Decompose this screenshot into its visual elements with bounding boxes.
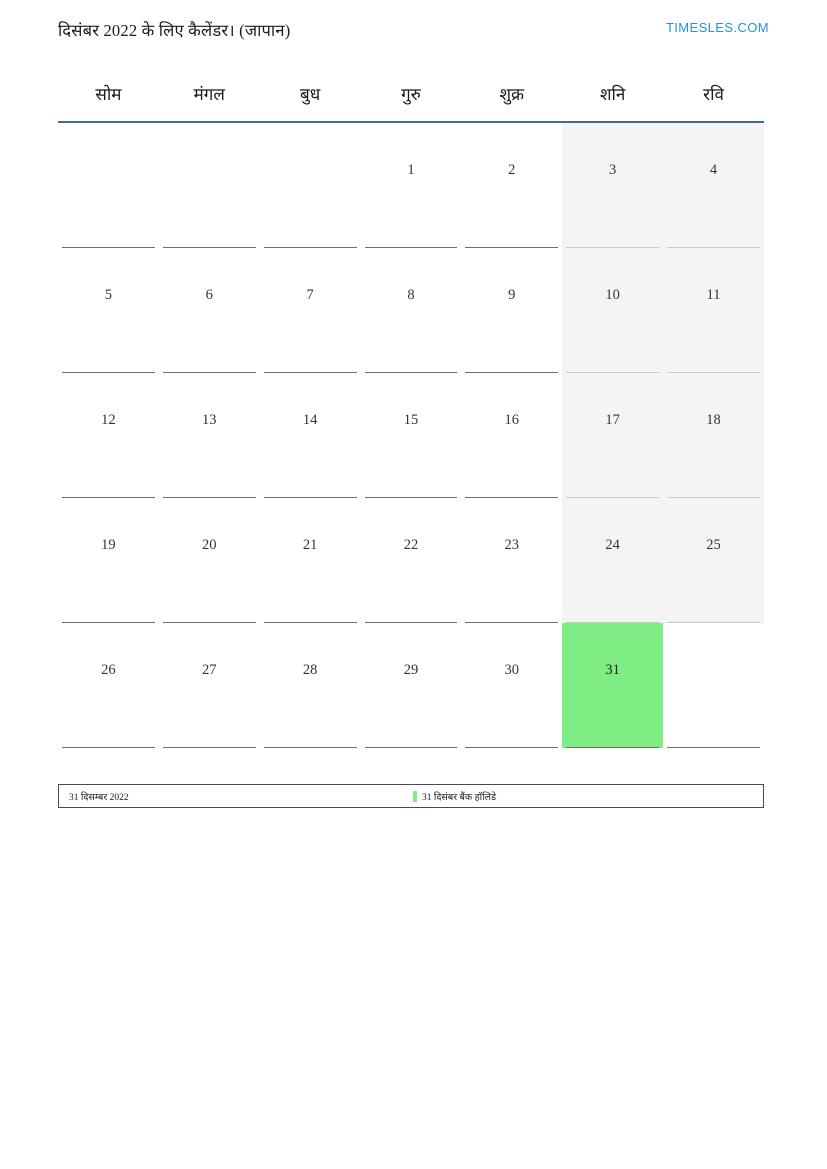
page-header xyxy=(58,18,769,46)
legend-date xyxy=(59,785,411,807)
cell-rule xyxy=(163,747,256,748)
day-number: 16 xyxy=(504,412,520,428)
day-cell-weekend[interactable] xyxy=(663,122,764,248)
day-cell-weekend[interactable] xyxy=(562,373,663,498)
day-cell[interactable] xyxy=(159,248,260,373)
day-cell[interactable] xyxy=(663,623,764,748)
day-number: 3 xyxy=(609,162,617,178)
day-cell[interactable] xyxy=(159,373,260,498)
calendar-week-row xyxy=(58,498,764,623)
day-cell[interactable] xyxy=(260,248,361,373)
day-cell[interactable] xyxy=(159,498,260,623)
day-number: 9 xyxy=(508,287,516,303)
holiday-swatch-icon xyxy=(413,791,417,802)
weekday-header-tue: मंगल xyxy=(193,85,225,104)
day-cell[interactable] xyxy=(461,373,562,498)
day-cell[interactable] xyxy=(58,623,159,748)
day-cell[interactable] xyxy=(260,623,361,748)
legend-holiday-label: 31 दिसंबर बैंक हॉलिडे xyxy=(422,792,497,803)
cell-rule xyxy=(465,747,558,748)
calendar-week-row xyxy=(58,122,764,248)
day-cell[interactable] xyxy=(260,373,361,498)
day-number: 27 xyxy=(202,662,217,678)
day-number: 1 xyxy=(407,162,415,178)
day-cell[interactable] xyxy=(361,248,462,373)
day-number: 7 xyxy=(306,287,314,303)
day-cell-weekend[interactable] xyxy=(663,373,764,498)
legend-bar xyxy=(58,784,764,808)
day-cell[interactable] xyxy=(461,623,562,748)
day-number: 26 xyxy=(101,662,116,678)
day-cell[interactable] xyxy=(461,498,562,623)
day-cell-today[interactable] xyxy=(562,623,663,748)
weekday-header-mon: सोम xyxy=(95,85,122,104)
day-number: 8 xyxy=(407,287,415,303)
day-number: 28 xyxy=(302,662,318,678)
calendar-week-row xyxy=(58,248,764,373)
day-number: 6 xyxy=(205,287,213,303)
day-cell[interactable] xyxy=(260,122,361,248)
day-number: 18 xyxy=(706,412,721,428)
cell-rule xyxy=(264,747,357,748)
day-cell[interactable] xyxy=(58,373,159,498)
day-number: 5 xyxy=(104,287,113,303)
day-number: 23 xyxy=(504,537,520,553)
day-number: 11 xyxy=(706,287,721,303)
day-number: 15 xyxy=(403,412,419,428)
day-number: 20 xyxy=(202,537,217,553)
day-number: 12 xyxy=(101,412,116,428)
day-number: 2 xyxy=(508,162,516,178)
legend-holiday xyxy=(411,785,763,807)
day-cell[interactable] xyxy=(58,122,159,248)
day-cell-weekend[interactable] xyxy=(562,498,663,623)
weekday-header-sun: रवि xyxy=(703,85,724,104)
page-title: दिसंबर 2022 के लिए कैलेंडर। (जापान) xyxy=(58,21,291,40)
cell-rule xyxy=(566,747,659,748)
day-cell[interactable] xyxy=(361,373,462,498)
day-number: 10 xyxy=(605,287,620,303)
day-number: 29 xyxy=(403,662,419,678)
day-number: 13 xyxy=(202,412,217,428)
day-number: 14 xyxy=(302,412,318,428)
day-number: 22 xyxy=(403,537,419,553)
day-cell[interactable] xyxy=(361,498,462,623)
calendar-body xyxy=(58,122,764,748)
day-number: 31 xyxy=(605,662,620,678)
day-cell[interactable] xyxy=(260,498,361,623)
brand-link[interactable]: TIMESLES.COM xyxy=(665,20,769,35)
weekday-header-fri: शुक्र xyxy=(499,85,525,104)
day-cell-weekend[interactable] xyxy=(562,248,663,373)
day-number: 24 xyxy=(605,537,620,553)
weekday-header-sat: शनि xyxy=(599,85,626,104)
calendar-week-row xyxy=(58,623,764,748)
calendar-header-row xyxy=(58,76,764,122)
calendar-grid xyxy=(58,76,764,748)
weekday-header-wed: बुध xyxy=(300,85,321,104)
legend-date-label: 31 दिसम्बर 2022 xyxy=(69,792,129,803)
day-number: 4 xyxy=(709,162,718,178)
day-cell[interactable] xyxy=(159,122,260,248)
day-cell-weekend[interactable] xyxy=(663,498,764,623)
day-cell[interactable] xyxy=(361,623,462,748)
calendar-table xyxy=(58,76,764,748)
day-cell[interactable] xyxy=(58,248,159,373)
day-number: 25 xyxy=(706,537,721,553)
day-cell[interactable] xyxy=(58,498,159,623)
cell-rule xyxy=(62,747,155,748)
weekday-header-thu: गुरु xyxy=(401,85,421,104)
day-cell[interactable] xyxy=(461,122,562,248)
day-cell-weekend[interactable] xyxy=(663,248,764,373)
day-number: 21 xyxy=(302,537,318,553)
cell-rule xyxy=(667,747,760,748)
day-cell[interactable] xyxy=(461,248,562,373)
day-cell[interactable] xyxy=(361,122,462,248)
calendar-week-row xyxy=(58,373,764,498)
day-number: 17 xyxy=(605,412,620,428)
day-number: 30 xyxy=(504,662,520,678)
day-number: 19 xyxy=(101,537,116,553)
day-cell-weekend[interactable] xyxy=(562,122,663,248)
cell-rule xyxy=(365,747,458,748)
day-cell[interactable] xyxy=(159,623,260,748)
